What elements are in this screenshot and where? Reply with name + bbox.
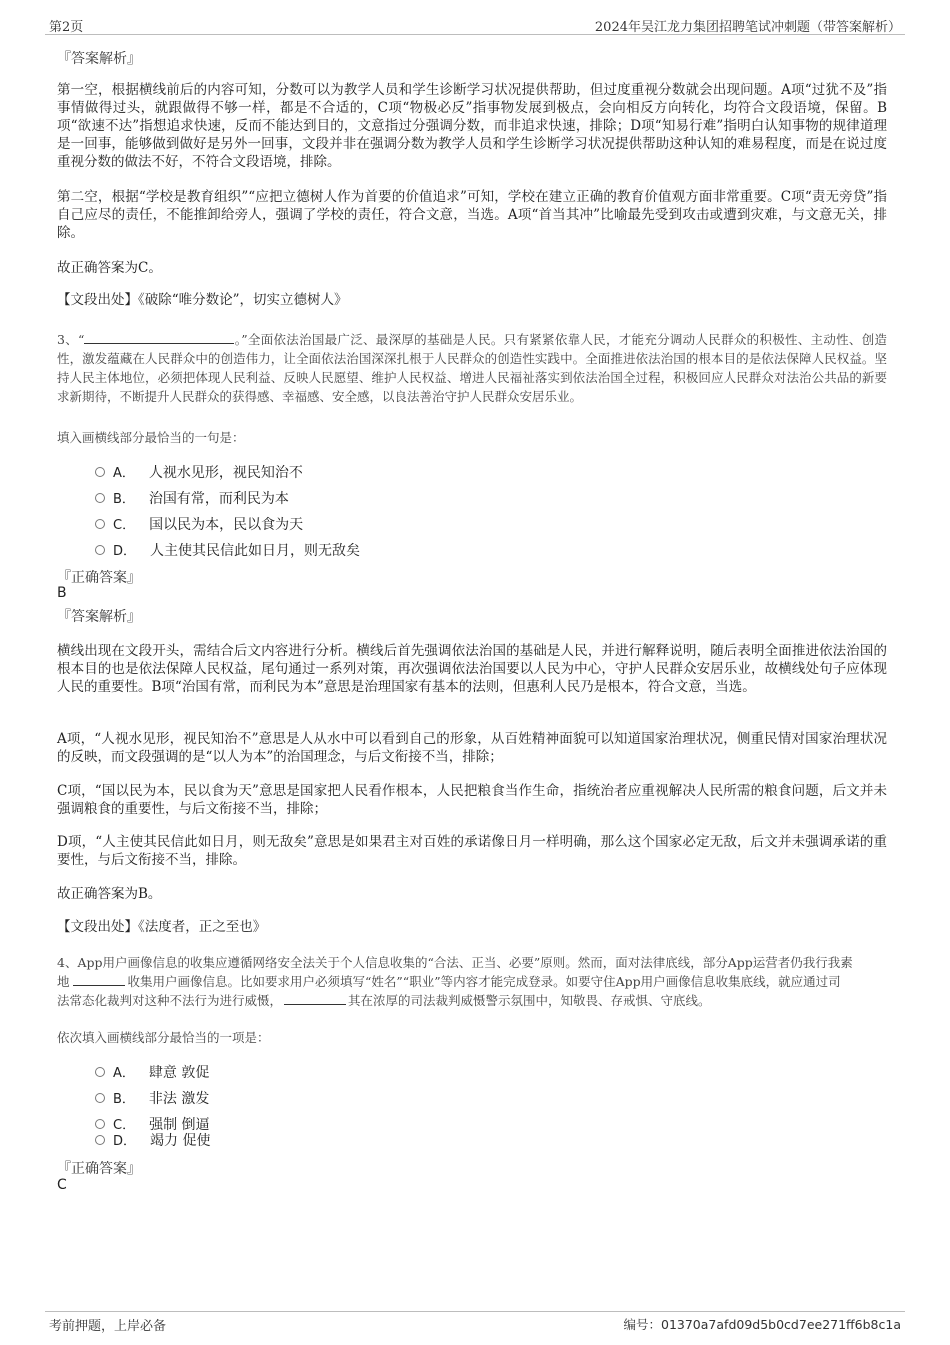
q2-analysis-paragraph-1: 第一空，根据横线前后的内容可知，分数可以为教学人员和学生诊断学习状况提供帮助，但过度重视分数就会出现问题。A项“过犹不及”指事情做得过头，就跟做得不够一样，都是不合适的，C项“物极必反”指事物发展到极点，会向相反方向转化，均符合文段语境，保留。B项“欲速不达”指想追求快速，反而不能达到目的，文意指过分强调分数，而非追求快速，排除；D项“知易行难”指明白认知事物的规律道理是一回事，能够做到做好是另外一回事，文段并非在强调分数为教学人员和学生诊断学习状况提供帮助这种认知的难易程度，而是在说过度重视分数的做法不好，不符合文段语境，排除。 — [57, 82, 887, 170]
q4-option-b[interactable]: B． 非法 激发 — [95, 1088, 209, 1108]
radio-icon[interactable] — [95, 493, 105, 503]
radio-icon[interactable] — [95, 1067, 105, 1077]
q3-analysis-label: 『答案解析』 — [57, 609, 141, 625]
q3-prompt: 填入画横线部分最恰当的一句是： — [57, 430, 245, 445]
radio-icon[interactable] — [95, 1093, 105, 1103]
q4-stem — [57, 953, 887, 1010]
q4-stem-line-3: 法常态化裁判对这种不法行为进行威慑， 其在浓厚的司法裁判威慑警示氛围中，知敬畏、存戒惧、守底线。 — [57, 993, 711, 1008]
q3-conclusion: 故正确答案为B。 — [57, 886, 162, 902]
q3-option-c[interactable]: C． 国以民为本，民以食为天 — [95, 514, 303, 534]
q3-analysis-paragraph-2: A项，“人视水见形，视民知治不”意思是人从水中可以看到自己的形象，从百姓精神面貌可以知道国家治理状况，侧重民情对国家治理状况的反映，而文段强调的是“以人为本”的治国理念，与后文衔接不当，排除； — [57, 731, 887, 765]
q4-answer: C — [57, 1177, 67, 1193]
radio-icon[interactable] — [95, 519, 105, 529]
q3-blank — [84, 331, 234, 344]
q2-source: 【文段出处】《破除“唯分数论”，切实立德树人》 — [57, 292, 348, 308]
q3-answer: B — [57, 585, 67, 601]
q4-answer-label: 『正确答案』 — [57, 1161, 141, 1177]
q3-answer-label: 『正确答案』 — [57, 570, 141, 586]
page-footer — [45, 1311, 905, 1334]
footer-slogan: 考前押题，上岸必备 — [49, 1319, 167, 1334]
page-number: 第2页 — [49, 20, 84, 35]
q4-blank-1 — [73, 973, 125, 986]
q3-analysis-paragraph-3: C项，“国以民为本，民以食为天”意思是国家把人民看作根本，人民把粮食当作生命，指统治者应重视解决人民所需的粮食问题，后文并未强调粮食的重要性，与后文衔接不当，排除； — [57, 783, 887, 817]
page-header — [45, 14, 905, 35]
q4-option-a[interactable]: A． 肆意 敦促 — [95, 1062, 209, 1082]
q3-stem-text: 。”全面依法治国最广泛、最深厚的基础是人民。只有紧紧依靠人民，才能充分调动人民群众的积极性、主动性、创造性，激发蕴藏在人民群众中的创造伟力，让全面依法治国深深扎根于人民群众的创造性实践中。全面推进依法治国的根本目的是依法保障人民权益。坚持人民主体地位，必须把体现人民利益、反映人民愿望、维护人民权益、增进人民福祉落实到依法治国全过程，积极回应人民群众对法治公共品的新要求新期待，不断提升人民群众的获得感、幸福感、安全感，以良法善治守护人民群众安居乐业。 — [57, 332, 887, 404]
q3-source: 【文段出处】《法度者，正之至也》 — [57, 919, 267, 935]
radio-icon[interactable] — [95, 1135, 105, 1145]
q3-analysis-paragraph-1: 横线出现在文段开头，需结合后文内容进行分析。横线后首先强调依法治国的基础是人民，并进行解释说明，随后表明全面推进依法治国的根本目的也是依法保障人民权益，尾句通过一系列对策，再次强调依法治国要以人民为中心，守护人民群众安居乐业，故横线处句子应体现人民的重要性。B项“治国有常，而利民为本”意思是治理国家有基本的法则，但惠利人民乃是根本，符合文意，当选。 — [57, 643, 887, 695]
q2-conclusion: 故正确答案为C。 — [57, 260, 162, 276]
q3-option-d[interactable]: D． 人主使其民信此如日月，则无敌矣 — [95, 540, 360, 560]
document-code: 编号：01370a7afd09d5b0cd7ee271ff6b8c1a — [623, 1317, 901, 1332]
q3-stem — [57, 330, 887, 406]
radio-icon[interactable] — [95, 1119, 105, 1129]
q3-option-b[interactable]: B． 治国有常，而利民为本 — [95, 488, 289, 508]
radio-icon[interactable] — [95, 467, 105, 477]
q2-analysis-paragraph-2: 第二空，根据“学校是教育组织”“应把立德树人作为首要的价值追求”可知，学校在建立正确的教育价值观方面非常重要。C项“责无旁贷”指自己应尽的责任，不能推卸给旁人，强调了学校的责任，符合文意，当选。A项“首当其冲”比喻最先受到攻击或遭到灾难，与文意无关，排除。 — [57, 189, 887, 241]
q3-option-a[interactable]: A． 人视水见形，视民知治不 — [95, 462, 303, 482]
q4-blank-2 — [284, 992, 346, 1005]
q4-option-d[interactable]: D． 竭力 促使 — [95, 1130, 210, 1150]
q3-analysis-paragraph-4: D项，“人主使其民信此如日月，则无敌矣”意思是如果君主对百姓的承诺像日月一样明确，那么这个国家必定无敌，后文并未强调承诺的重要性，与后文衔接不当，排除。 — [57, 834, 887, 868]
q4-prompt: 依次填入画横线部分最恰当的一项是： — [57, 1030, 270, 1045]
q4-stem-line-2: 地 收集用户画像信息。比如要求用户必须填写“姓名”“职业”等内容才能完成登录。如要守住App用户画像信息收集底线，就应通过司 — [57, 974, 841, 989]
q3-number: 3、“ — [57, 332, 85, 347]
q4-stem-line-1: 4、App用户画像信息的收集应遵循网络安全法关于个人信息收集的“合法、正当、必要”原则。然而，面对法律底线，部分App运营者仍我行我素 — [57, 955, 853, 970]
radio-icon[interactable] — [95, 545, 105, 555]
q2-analysis-label: 『答案解析』 — [57, 51, 141, 67]
document-title: 2024年吴江龙力集团招聘笔试冲刺题（带答案解析） — [594, 20, 901, 35]
q4-option-c[interactable]: C． 强制 倒逼 — [95, 1114, 210, 1134]
